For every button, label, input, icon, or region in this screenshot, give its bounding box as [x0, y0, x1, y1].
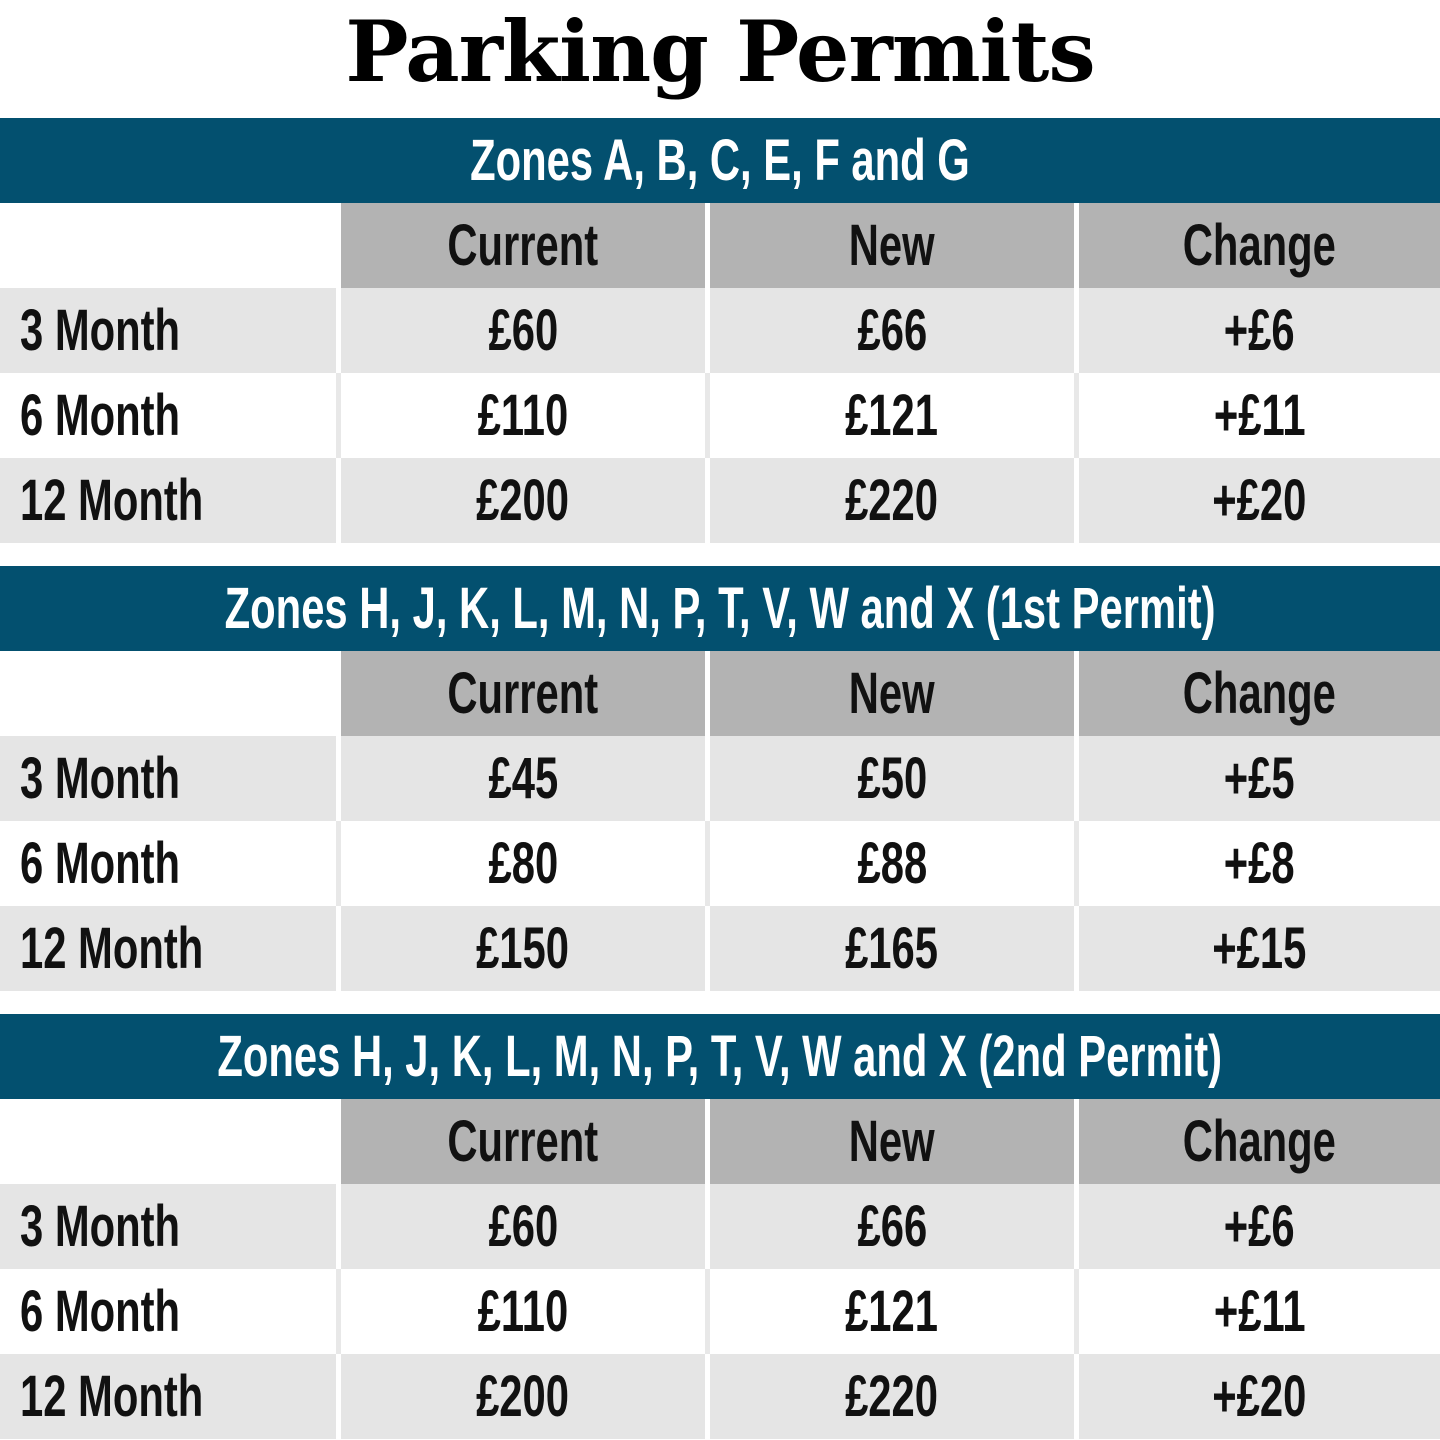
cell-text: £220: [845, 468, 939, 533]
table-cell: [336, 288, 705, 373]
column-header-text: Current: [447, 661, 599, 726]
cell-text: £66: [857, 1194, 927, 1259]
table-row: [0, 1184, 1440, 1269]
row-label: [0, 906, 336, 991]
cell-text: +£8: [1224, 831, 1295, 896]
table-row: [0, 736, 1440, 821]
cell-text: 3 Month: [20, 746, 181, 811]
table-row: [0, 288, 1440, 373]
table-cell: [705, 1354, 1074, 1439]
cell-text: £50: [857, 746, 927, 811]
table-heading: [0, 1014, 1440, 1099]
cell-text: £88: [857, 831, 927, 896]
column-header: [705, 1099, 1074, 1184]
cell-text: +£20: [1212, 1364, 1307, 1429]
permit-table: [0, 118, 1440, 543]
cell-text: +£6: [1224, 1194, 1295, 1259]
table-row: [0, 458, 1440, 543]
cell-text: £121: [845, 383, 939, 448]
cell-text: £200: [476, 1364, 570, 1429]
table-cell: [336, 1269, 705, 1354]
cell-text: £150: [476, 916, 570, 981]
table-row: [0, 1354, 1440, 1439]
cell-text: +£6: [1224, 298, 1295, 363]
column-header-row: [0, 651, 1440, 736]
cell-text: +£11: [1213, 383, 1306, 448]
permit-table: [0, 566, 1440, 991]
table-row: [0, 821, 1440, 906]
table-cell: [336, 1184, 705, 1269]
column-header: [705, 651, 1074, 736]
row-label: [0, 736, 336, 821]
column-header-text: New: [849, 1109, 935, 1174]
cell-text: £80: [488, 831, 558, 896]
table-cell: [1074, 736, 1440, 821]
column-header: [0, 1099, 336, 1184]
table-cell: [1074, 821, 1440, 906]
cell-text: £121: [845, 1279, 939, 1344]
table-cell: [336, 1354, 705, 1439]
column-header-row: [0, 203, 1440, 288]
cell-text: +£15: [1212, 916, 1307, 981]
cell-text: 6 Month: [20, 383, 181, 448]
row-label: [0, 821, 336, 906]
column-header: [336, 651, 705, 736]
cell-text: 12 Month: [20, 1364, 204, 1429]
table-cell: [705, 736, 1074, 821]
cell-text: £110: [477, 1279, 569, 1344]
table-cell: [1074, 288, 1440, 373]
table-cell: [705, 288, 1074, 373]
row-label: [0, 458, 336, 543]
cell-text: £110: [477, 383, 569, 448]
table-cell: [705, 1184, 1074, 1269]
row-label: [0, 1184, 336, 1269]
column-header: [336, 203, 705, 288]
table-cell: [705, 373, 1074, 458]
page-title: Parking Permits: [345, 2, 1095, 101]
cell-text: +£20: [1212, 468, 1307, 533]
cell-text: £200: [476, 468, 570, 533]
permit-table: [0, 1014, 1440, 1439]
table-cell: [1074, 1354, 1440, 1439]
table-heading-text: Zones H, J, K, L, M, N, P, T, V, W and X (2nd Permit): [217, 1024, 1223, 1089]
table-heading-text: Zones H, J, K, L, M, N, P, T, V, W and X (1st Permit): [224, 576, 1216, 641]
cell-text: £220: [845, 1364, 939, 1429]
table-cell: [705, 821, 1074, 906]
column-header-text: Change: [1182, 661, 1337, 726]
cell-text: 6 Month: [20, 831, 181, 896]
column-header-text: Current: [447, 213, 599, 278]
table-cell: [705, 1269, 1074, 1354]
table-cell: [1074, 1184, 1440, 1269]
column-header: [336, 1099, 705, 1184]
cell-text: £165: [845, 916, 939, 981]
cell-text: 12 Month: [20, 468, 204, 533]
cell-text: £60: [488, 1194, 558, 1259]
table-cell: [336, 373, 705, 458]
column-header-text: Current: [447, 1109, 599, 1174]
row-label: [0, 373, 336, 458]
cell-text: £66: [857, 298, 927, 363]
cell-text: 3 Month: [20, 298, 181, 363]
table-heading: [0, 118, 1440, 203]
column-header: [705, 203, 1074, 288]
table-cell: [1074, 906, 1440, 991]
column-header: [0, 651, 336, 736]
row-label: [0, 1354, 336, 1439]
column-header: [1074, 651, 1440, 736]
table-cell: [1074, 1269, 1440, 1354]
row-label: [0, 288, 336, 373]
cell-text: £45: [488, 746, 558, 811]
column-header-text: Change: [1182, 213, 1337, 278]
table-heading: [0, 566, 1440, 651]
column-header: [1074, 1099, 1440, 1184]
column-header-text: New: [849, 661, 935, 726]
table-cell: [1074, 373, 1440, 458]
row-label: [0, 1269, 336, 1354]
table-row: [0, 1269, 1440, 1354]
table-cell: [705, 906, 1074, 991]
table-cell: [336, 906, 705, 991]
table-cell: [336, 736, 705, 821]
table-cell: [336, 458, 705, 543]
column-header: [1074, 203, 1440, 288]
cell-text: +£5: [1224, 746, 1295, 811]
column-header-row: [0, 1099, 1440, 1184]
table-cell: [336, 821, 705, 906]
cell-text: +£11: [1213, 1279, 1306, 1344]
table-heading-text: Zones A, B, C, E, F and G: [470, 128, 970, 193]
table-row: [0, 906, 1440, 991]
cell-text: 3 Month: [20, 1194, 181, 1259]
table-row: [0, 373, 1440, 458]
cell-text: 6 Month: [20, 1279, 181, 1344]
column-header-text: Change: [1182, 1109, 1337, 1174]
cell-text: 12 Month: [20, 916, 204, 981]
table-cell: [1074, 458, 1440, 543]
column-header-text: New: [849, 213, 935, 278]
cell-text: £60: [488, 298, 558, 363]
table-cell: [705, 458, 1074, 543]
column-header: [0, 203, 336, 288]
